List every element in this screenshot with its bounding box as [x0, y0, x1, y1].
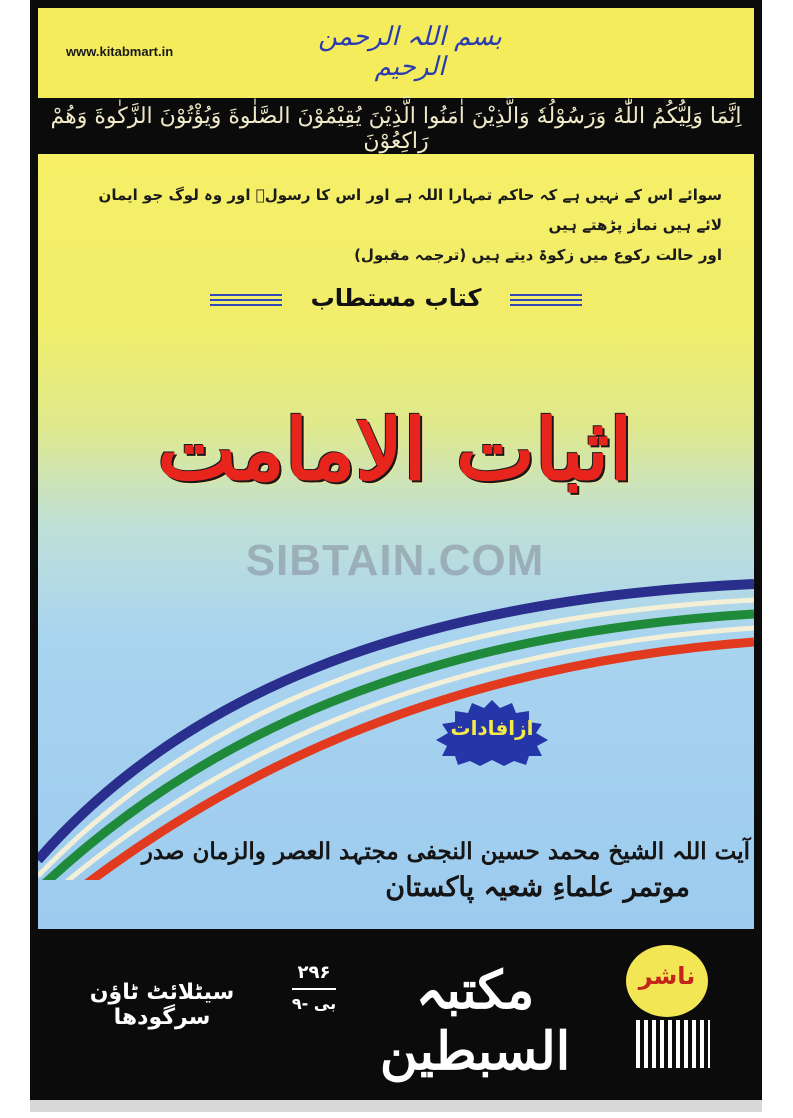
- address-divider: [292, 988, 336, 990]
- page-bottom-edge: [30, 1100, 762, 1112]
- rainbow-swoosh: [38, 560, 754, 880]
- translation-line-1: سوائے اس کے نہیں ہے کہ حاکم تمہارا اللہ ہے اور اس کا رسولؐ اور وہ لوگ جو ایمان لائے ہیں نماز پڑھتے ہیں: [98, 186, 722, 234]
- author-line-1: آیت اللہ الشیخ محمد حسین النجفی مجتہد العصر والزمان صدر: [141, 838, 750, 865]
- ornament-lines-left: [210, 294, 282, 308]
- bismillah-calligraphy: بسم اللہ الرحمن الرحیم: [318, 22, 502, 82]
- badge-label: ازافادات: [450, 716, 534, 740]
- author-line-2: موتمر علماءِ شعیہ پاکستان: [385, 872, 690, 903]
- decorative-stripes: [636, 1020, 710, 1068]
- kitab-heading: [210, 282, 582, 322]
- publisher-label: ناشر: [638, 962, 696, 990]
- website-label: www.kitabmart.in: [66, 44, 174, 59]
- publisher-name: مکتبہ السبطین: [379, 960, 571, 1082]
- address-block: ۹- بی: [291, 994, 337, 1013]
- ornament-lines-right: [510, 294, 582, 308]
- address-number: ۲۹۶: [297, 962, 331, 983]
- publisher-address: سیٹلائٹ ٹاؤن سرگودھا: [89, 980, 235, 1030]
- watermark: SIBTAIN.COM: [245, 536, 545, 585]
- book-title: اثبات الامامت: [157, 400, 633, 499]
- quran-verse: اِنَّمَا وَلِيُّكُمُ اللّٰهُ وَرَسُوْلُهٗ وَالَّذِيْنَ اٰمَنُوا الَّذِيْنَ يُقِيْمُوْنَ الصَّلٰوةَ وَيُؤْتُوْنَ الزَّكٰوةَ وَهُمْ رَاكِعُوْنَ: [50, 104, 742, 154]
- verse-translation: [70, 180, 722, 270]
- translation-line-2: اور حالت رکوع میں زکوۃ دیتے ہیں (ترجمہ مقبول): [354, 246, 722, 264]
- kitab-label: کتاب مستطاب: [310, 284, 482, 312]
